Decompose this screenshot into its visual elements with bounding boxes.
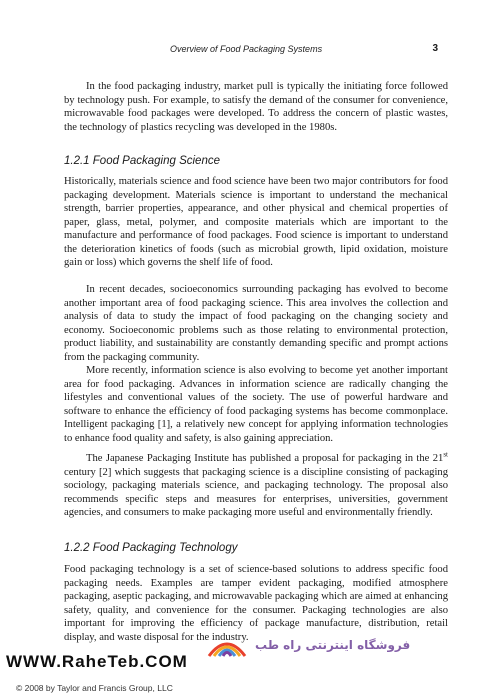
watermark-site-url[interactable]: WWW.RaheTeb.COM [6,652,188,671]
section-heading-food-packaging-science: 1.2.1 Food Packaging Science [64,155,220,167]
paragraph-information-science: More recently, information science is also evolving to become yet another important area for food packaging. Advances in information science are radically changing the lifestyles and conventional values of the society. The use of powerful hardware and software to enhance the efficiency of food packaging systems has become commonplace. Intelligent packaging [1], a relatively new concept for applying information technologies to enhance food quality and safety, is also gaining appreciation. [64,365,448,444]
paragraph-materials-food-science: Historically, materials science and food science have been two major contributors for food packaging development. Materials science is important to understand the mechanical strength, barrier properties, appearance, and other physical and chemical properties of paper, glass, metal, polymer, and composite materials which are important to the manufacture and performance of food packages. Food science is important to understand the deterioration kinetics of foods (such as microbial growth, lipid oxidation, moisture gain or loss) which governs the shelf life of food. [64,176,448,268]
paragraph-socioeconomics: In recent decades, socioeconomics surrounding packaging has evolved to become another important area of food packaging science. This area involves the collection and analysis of data to study the impact of food packaging on the changing society and economy. Socioeconomic problems such as those relating to environmental protection, product liability, and sustainability are constantly demanding specific and prompt actions from the packaging community. [64,284,448,363]
p4-text-start: The Japanese Packaging Institute has published a proposal for packaging in the 21 [86,453,444,464]
copyright-notice: © 2008 by Taylor and Francis Group, LLC [16,683,173,693]
watermark-persian-text: فروشگاه اینترنتی راه طب [255,638,411,652]
paragraph-packaging-technology: Food packaging technology is a set of science-based solutions to address specific food packaging needs. Examples are tamper evident packaging, modified atmosphere packaging, aseptic packaging, and microwavable packaging which are aimed at enhancing safety, quality, and convenience for the consumer. Packaging technologies are also important for improving the efficiency of package manufacture, distribution, retail display, and waste disposal for the industry. [64,564,448,643]
page-number: 3 [432,43,438,54]
section-heading-food-packaging-technology: 1.2.2 Food Packaging Technology [64,542,238,554]
superscript-st: st [443,450,448,459]
p4-text-end: century [2] which suggests that packaging science is a discipline consisting of packaging sociology, packaging materials science, and packaging technology. The proposal also recommends specific steps and measures for enterprises, universities, government agencies, and consumers to make packaging more useful and environmentally friendly. [64,466,448,518]
watermark-logo-icon [205,630,249,660]
intro-paragraph: In the food packaging industry, market pull is typically the initiating force followed by technology push. For example, to satisfy the demand of the consumer for convenience, microwavable food packages were developed. To address the concern of plastic wastes, the technology of plastics recycling was developed in the 1980s. [64,81,448,133]
running-header: Overview of Food Packaging Systems [170,44,323,54]
paragraph-japanese-packaging-institute [64,452,448,520]
